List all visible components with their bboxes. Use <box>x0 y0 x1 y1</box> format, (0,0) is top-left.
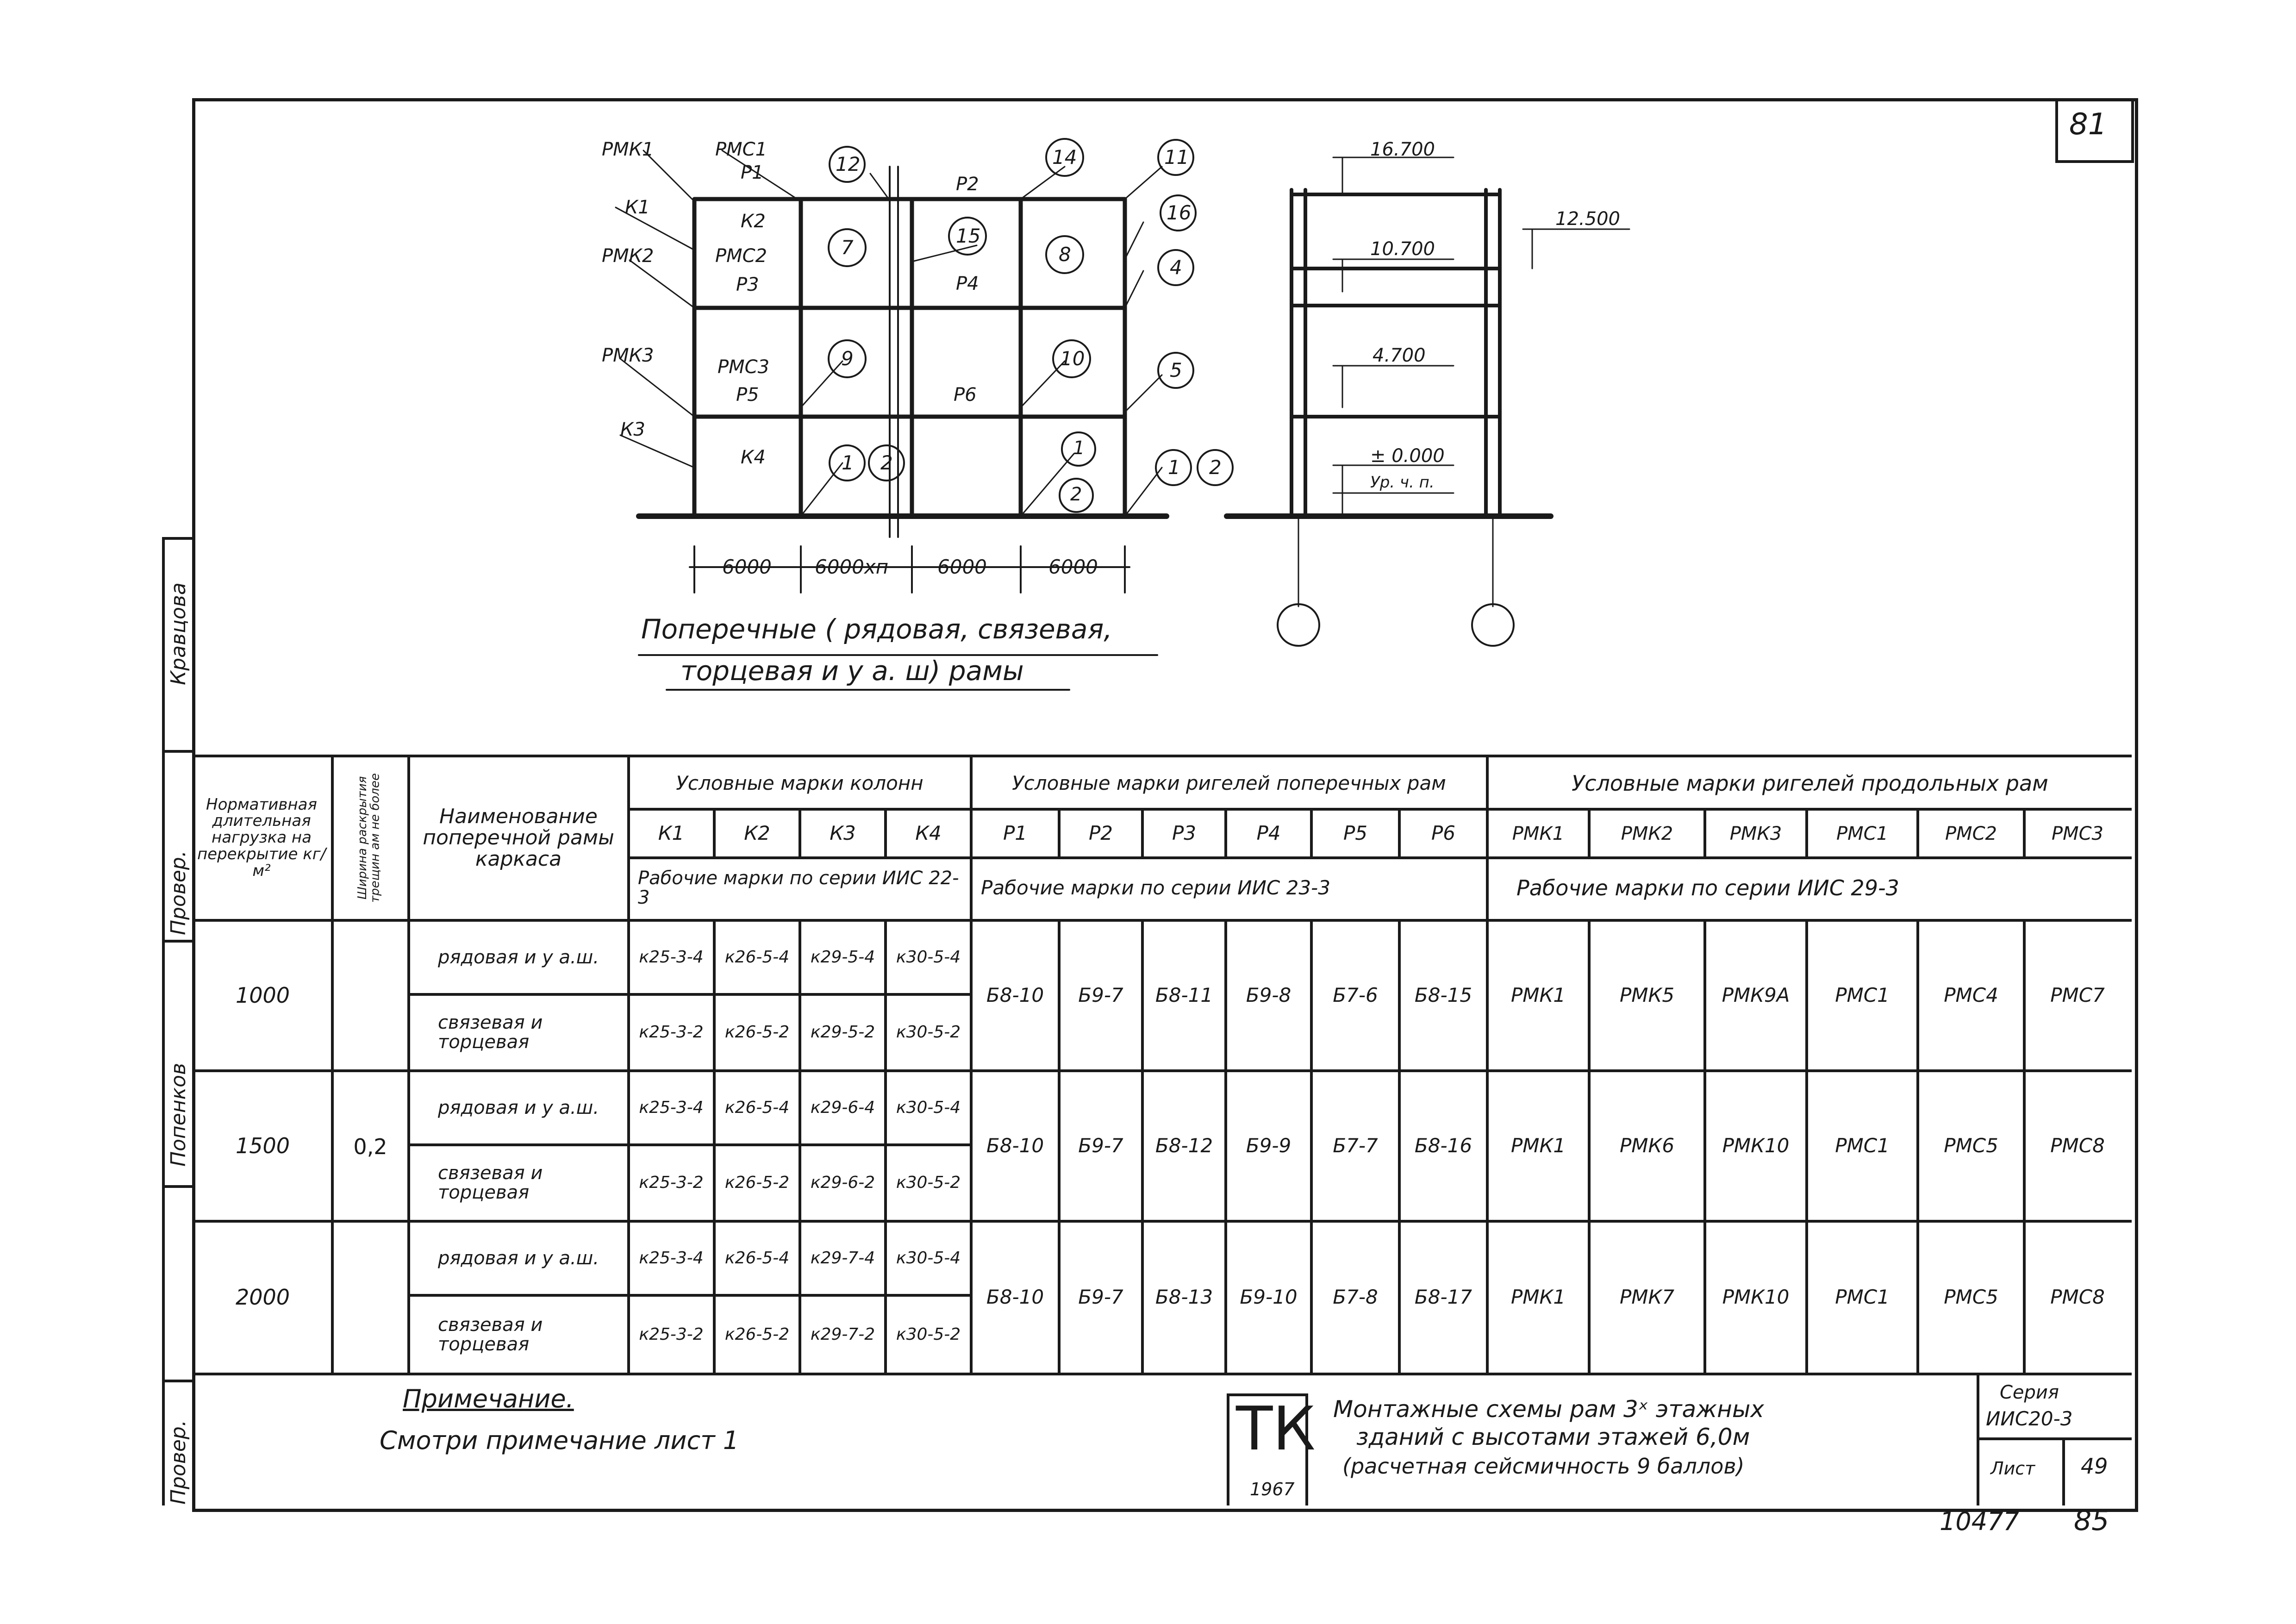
long-value: РМС5 <box>1944 1134 1998 1157</box>
column-mark: к25-3-2 <box>639 1173 704 1193</box>
long-value: РМС4 <box>1944 983 1998 1006</box>
sheet-value: 49 <box>2081 1454 2108 1479</box>
circle-number: 2 <box>1209 456 1222 479</box>
long-mark: РМС3 <box>2051 823 2103 844</box>
elevation-label: 16.700 <box>1370 139 1435 160</box>
long-value: РМК1 <box>1510 1134 1566 1157</box>
column-mark: к30-5-4 <box>896 1248 961 1268</box>
crossbar-mark: Р5 <box>1343 822 1368 845</box>
crossbars-series: Рабочие марки по серии ИИС 23-3 <box>981 876 1330 899</box>
frame-label: К2 <box>741 211 766 232</box>
column-mark: к30-5-2 <box>896 1324 961 1344</box>
header-crack: Ширина раскрытия трещин ам не более <box>356 773 382 903</box>
long-value: РМС1 <box>1835 983 1890 1006</box>
crossbar-value: Б8-17 <box>1414 1286 1472 1309</box>
frame-name: рядовая и у а.ш. <box>438 946 599 968</box>
elevation-label: Ур. ч. п. <box>1370 473 1435 492</box>
column-mark: к25-3-4 <box>639 1098 704 1117</box>
circle-number: 10 <box>1060 347 1085 370</box>
side-stamp-label: Провер. <box>167 850 190 935</box>
col-mark: К1 <box>658 822 685 845</box>
long-value: РМК10 <box>1722 1286 1790 1309</box>
column-mark: к29-5-2 <box>810 1023 875 1042</box>
frame-label: К3 <box>620 419 645 440</box>
long-value: РМК5 <box>1619 983 1675 1006</box>
column-mark: к26-5-2 <box>724 1023 790 1042</box>
long-value: РМС8 <box>2050 1134 2105 1157</box>
drawing-title: торцевая и у а. ш) рамы <box>680 655 1024 687</box>
title-line: Монтажные схемы рам 3ˣ этажных <box>1333 1396 1764 1423</box>
logo: ТК <box>1236 1393 1316 1464</box>
elevation-label: 4.700 <box>1373 345 1426 366</box>
footer-code: 10477 <box>1940 1507 2019 1536</box>
crossbar-value: Б9-10 <box>1240 1286 1298 1309</box>
column-mark: к29-5-4 <box>810 947 875 967</box>
sheet-label: Лист <box>1990 1458 2035 1479</box>
long-value: РМК10 <box>1722 1134 1790 1157</box>
column-mark: к29-6-4 <box>810 1098 875 1117</box>
footer-page: 85 <box>2074 1505 2109 1537</box>
long-value: РМК6 <box>1619 1134 1675 1157</box>
series-value: ИИС20-3 <box>1986 1407 2073 1430</box>
column-mark: к30-5-2 <box>896 1023 961 1042</box>
frame-label: К1 <box>625 197 650 218</box>
header-load: Нормативная длительная нагрузка на перекрытие кг/м² <box>197 795 326 880</box>
crossbar-value: Б8-10 <box>986 1286 1044 1309</box>
crossbar-value: Б9-7 <box>1078 983 1123 1006</box>
crossbar-mark: Р3 <box>1172 822 1197 845</box>
circle-number: 1 <box>1168 456 1180 479</box>
crossbar-value: Б8-10 <box>986 1134 1044 1157</box>
circle-number: 7 <box>841 236 854 259</box>
span-dimension: 6000 <box>937 556 987 578</box>
long-value: РМС8 <box>2050 1286 2105 1309</box>
column-mark: к26-5-4 <box>724 1098 790 1117</box>
frame-label: РМС2 <box>715 245 767 267</box>
crossbar-value: Б7-8 <box>1333 1286 1378 1309</box>
long-value: РМК1 <box>1510 1286 1566 1309</box>
circle-number: 1 <box>842 451 854 474</box>
header-frame-name: Наименование поперечной рамы каркаса <box>423 804 614 871</box>
column-mark: к29-6-2 <box>810 1173 875 1193</box>
circle-number: 11 <box>1164 146 1189 169</box>
crossbar-value: Б8-10 <box>986 983 1044 1006</box>
column-mark: к29-7-2 <box>810 1324 875 1344</box>
column-mark: к25-3-2 <box>639 1324 704 1344</box>
sheet-mark: 81 <box>2069 107 2107 142</box>
crossbar-value: Б7-6 <box>1333 983 1378 1006</box>
column-mark: к30-5-4 <box>896 1098 961 1117</box>
crossbar-value: Б8-11 <box>1155 983 1213 1006</box>
frame-name: связевая и торцевая <box>438 1012 543 1053</box>
column-mark: к25-3-4 <box>639 947 704 967</box>
long-value: РМК1 <box>1510 983 1566 1006</box>
crossbar-value: Б8-12 <box>1155 1134 1213 1157</box>
frame-name: рядовая и у а.ш. <box>438 1097 599 1118</box>
elevation-label: 12.500 <box>1555 208 1620 230</box>
long-value: РМС1 <box>1835 1286 1890 1309</box>
long-mark: РМС2 <box>1945 823 1997 844</box>
load-value: 1000 <box>235 982 290 1008</box>
load-value: 2000 <box>235 1285 290 1310</box>
long-mark: РМК3 <box>1729 823 1782 844</box>
frame-name: связевая и торцевая <box>438 1162 543 1203</box>
column-mark: к26-5-2 <box>724 1173 790 1193</box>
crossbar-value: Б8-16 <box>1414 1134 1472 1157</box>
drawing-title: Поперечные ( рядовая, связевая, <box>641 613 1112 645</box>
col-mark: К3 <box>830 822 856 845</box>
column-mark: к30-5-2 <box>896 1173 961 1193</box>
frame-label: РМС3 <box>718 356 770 378</box>
frame-label: РМК1 <box>602 139 654 160</box>
column-mark: к29-7-4 <box>810 1248 875 1268</box>
long-mark: РМК2 <box>1621 823 1673 844</box>
circle-number: 15 <box>956 225 981 247</box>
side-stamp-label: Попенков <box>167 1062 190 1167</box>
long-mark: РМС1 <box>1836 823 1888 844</box>
frame-label: К4 <box>741 447 766 468</box>
long-value: РМС1 <box>1835 1134 1890 1157</box>
title-line: (расчетная сейсмичность 9 баллов) <box>1342 1454 1745 1479</box>
crack-value: 0,2 <box>353 1134 387 1160</box>
side-stamp-label: Кравцова <box>167 582 190 685</box>
load-value: 1500 <box>235 1133 290 1158</box>
crossbar-value: Б8-13 <box>1155 1286 1213 1309</box>
side-stamp-label: Провер. <box>167 1420 190 1505</box>
column-mark: к25-3-4 <box>639 1248 704 1268</box>
frame-name: связевая и торцевая <box>438 1314 543 1355</box>
series-label: Серия <box>2000 1382 2059 1403</box>
circle-number: 9 <box>841 347 854 370</box>
crossbar-mark: Р1 <box>1003 822 1028 845</box>
crossbar-value: Б9-8 <box>1246 983 1292 1006</box>
frame-label: Р5 <box>736 384 759 406</box>
col-mark: К2 <box>744 822 770 845</box>
column-mark: к26-5-2 <box>724 1324 790 1344</box>
frame-label: Р6 <box>954 384 977 406</box>
long-value: РМС5 <box>1944 1286 1998 1309</box>
circle-number: 2 <box>880 451 893 474</box>
header-columns: Условные марки колонн <box>676 772 923 795</box>
column-mark: к25-3-2 <box>639 1023 704 1042</box>
title-line: зданий с высотами этажей 6,0м <box>1356 1424 1750 1450</box>
span-dimension: 6000 <box>722 556 772 578</box>
year: 1967 <box>1250 1479 1295 1499</box>
circle-number: 4 <box>1170 256 1182 279</box>
elevation-label: ± 0.000 <box>1370 445 1445 467</box>
circle-number: 2 <box>1070 484 1082 505</box>
frame-label: Р2 <box>956 174 979 195</box>
span-dimension: 6000 <box>1048 556 1098 578</box>
frame-label: Р4 <box>956 273 979 294</box>
crossbar-value: Б7-7 <box>1333 1134 1378 1157</box>
crossbar-value: Б8-15 <box>1414 983 1472 1006</box>
crossbar-value: Б9-7 <box>1078 1286 1123 1309</box>
column-mark: к26-5-4 <box>724 947 790 967</box>
column-mark: к30-5-4 <box>896 947 961 967</box>
circle-number: 12 <box>836 153 861 175</box>
frame-label: Р3 <box>736 274 759 295</box>
circle-number: 14 <box>1052 146 1077 169</box>
long-value: РМС7 <box>2050 983 2105 1006</box>
crossbar-value: Б9-7 <box>1078 1134 1123 1157</box>
crossbar-value: Б9-9 <box>1246 1134 1292 1157</box>
long-value: РМК7 <box>1619 1286 1675 1309</box>
frame-label: Р1 <box>741 162 764 183</box>
frame-label: РМК2 <box>602 245 654 267</box>
notes-title: Примечание. <box>403 1384 574 1413</box>
frame-label: РМК3 <box>602 345 654 366</box>
crossbar-mark: Р4 <box>1256 822 1281 845</box>
crossbar-mark: Р6 <box>1431 822 1456 845</box>
long-mark: РМК1 <box>1512 823 1565 844</box>
col-mark: К4 <box>915 822 942 845</box>
frame-drawing <box>0 0 2296 750</box>
span-dimension: 6000хп <box>815 556 889 578</box>
crossbar-mark: Р2 <box>1088 822 1113 845</box>
circle-number: 16 <box>1167 201 1192 224</box>
header-long: Условные марки ригелей продольных рам <box>1572 771 2048 796</box>
long-series: Рабочие марки по серии ИИС 29-3 <box>1516 875 1899 900</box>
notes-text: Смотри примечание лист 1 <box>380 1426 739 1455</box>
long-value: РМК9А <box>1722 983 1790 1006</box>
elevation-label: 10.700 <box>1370 238 1435 260</box>
column-mark: к26-5-4 <box>724 1248 790 1268</box>
circle-number: 5 <box>1170 359 1182 381</box>
header-crossbars: Условные марки ригелей поперечных рам <box>1012 772 1446 795</box>
circle-number: 1 <box>1073 437 1085 459</box>
frame-name: рядовая и у а.ш. <box>438 1247 599 1269</box>
circle-number: 8 <box>1059 243 1071 266</box>
frame-label: РМС1 <box>715 139 767 160</box>
columns-series: Рабочие марки по серии ИИС 22-3 <box>638 868 959 908</box>
